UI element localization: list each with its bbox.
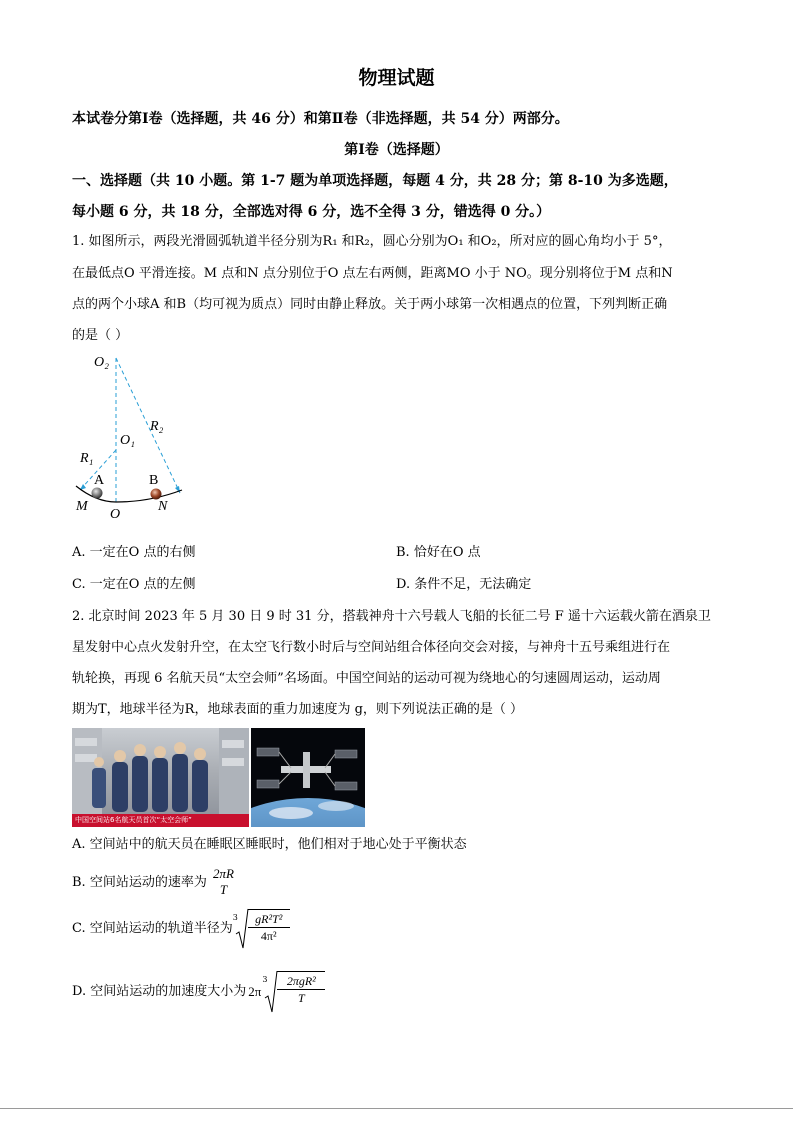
q2-option-b-text: B. 空间站运动的速率为 xyxy=(72,875,207,890)
q2-option-c xyxy=(72,908,291,952)
space-station-photo xyxy=(251,728,365,827)
q2-option-c-fraction xyxy=(248,911,290,944)
q2-option-b-numerator: 2πR xyxy=(212,866,234,881)
radical-sign-icon xyxy=(264,970,278,1014)
q1-track-figure xyxy=(70,350,200,525)
q2-option-c-text: C. 空间站运动的轨道半径为 xyxy=(72,921,233,936)
astronauts-photo xyxy=(72,728,249,827)
q2-option-c-numerator: gR²T² xyxy=(248,911,290,928)
q2-option-b-fraction xyxy=(213,866,234,898)
q2-option-b-denominator: T xyxy=(219,882,228,897)
q1-option-a: A. 一定在O 点的右侧 xyxy=(72,545,196,560)
q2-option-c-radical xyxy=(233,908,291,950)
label-o: O xyxy=(110,507,121,522)
q1-stem-line3: 点的两个小球A 和B（均可视为质点）同时由静止释放。关于两小球第一次相遇点的位置，下列判断正确 xyxy=(72,297,668,312)
q2-stem-line3: 轨轮换，再现 6 名航天员“太空会师”名场面。中国空间站的运动可视为绕地心的匀速圆周运动，运动周 xyxy=(72,671,661,686)
page-bottom-divider xyxy=(0,1108,793,1109)
label-r2: R₂ xyxy=(150,419,164,434)
label-r1: R₁ xyxy=(80,451,94,466)
label-m: M xyxy=(76,499,88,514)
label-a: A xyxy=(94,473,105,488)
part-heading-line2: 每小题 6 分，共 18 分，全部选对得 6 分，选不全得 3 分，错选得 0 分。） xyxy=(72,204,551,220)
q1-stem-line4: 的是（ ） xyxy=(72,328,129,343)
q2-stem-line4: 期为T，地球半径为R，地球表面的重力加速度为 g，则下列说法正确的是（ ） xyxy=(72,702,524,717)
q1-option-b: B. 恰好在O 点 xyxy=(396,545,481,560)
q1-stem-line1: 1. 如图所示，两段光滑圆弧轨道半径分别为R₁ 和R₂，圆心分别为O₁ 和O₂，所对应的圆心角均小于 5°， xyxy=(72,234,672,249)
radical-sign-icon xyxy=(232,908,249,950)
radical-bar xyxy=(248,909,290,910)
q2-option-d-text: D. 空间站运动的加速度大小为 xyxy=(72,984,247,999)
ball-b xyxy=(151,489,162,500)
q2-option-d-coef: 2π xyxy=(248,984,262,999)
part-heading-line1: 一、选择题（共 10 小题。第 1-7 题为单项选择题，每题 4 分，共 28 分；第 8-10 为多选题， xyxy=(72,173,678,189)
label-n: N xyxy=(158,499,168,514)
label-o2: O₂ xyxy=(94,355,109,370)
q1-option-d: D. 条件不足，无法确定 xyxy=(396,577,532,592)
label-o1: O₁ xyxy=(120,433,135,448)
exam-intro: 本试卷分第Ⅰ卷（选择题，共 46 分）和第Ⅱ卷（非选择题，共 54 分）两部分。 xyxy=(72,111,569,127)
label-b: B xyxy=(149,473,159,488)
q2-option-d-denominator: T xyxy=(297,991,305,1005)
q2-option-b xyxy=(72,866,234,906)
q1-stem-line2: 在最低点O 平滑连接。M 点和N 点分别位于O 点左右两侧，距离MO 小于 NO。现分别将位于M 点和N xyxy=(72,266,673,281)
q2-option-d-fraction xyxy=(277,973,325,1006)
ball-a xyxy=(92,488,103,499)
q2-option-a: A. 空间站中的航天员在睡眠区睡眠时，他们相对于地心处于平衡状态 xyxy=(72,837,467,852)
q2-option-d-numerator: 2πgR² xyxy=(277,973,325,990)
q2-option-d-index: 3 xyxy=(262,975,268,984)
q2-option-c-index: 3 xyxy=(232,913,238,922)
q2-option-d-radical xyxy=(261,970,327,1014)
q2-option-d xyxy=(72,970,327,1016)
q1-option-c: C. 一定在O 点的左侧 xyxy=(72,577,196,592)
r2-line xyxy=(116,358,180,493)
radical-bar xyxy=(277,971,325,972)
q2-option-c-denominator: 4π² xyxy=(260,929,277,943)
q2-stem-line2: 星发射中心点火发射升空，在太空飞行数小时后与空间站组合体径向交会对接，与神舟十五号乘组进行在 xyxy=(72,640,671,655)
page-title: 物理试题 xyxy=(358,67,435,89)
q2-stem-line1: 2. 北京时间 2023 年 5 月 30 日 9 时 31 分，搭载神舟十六号载人飞船的长征二号 F 遥十六运载火箭在酒泉卫 xyxy=(72,609,711,624)
photo-caption: 中国空间站6名航天员首次“太空会师” xyxy=(75,816,192,824)
section-title: 第Ⅰ卷（选择题） xyxy=(344,142,449,158)
